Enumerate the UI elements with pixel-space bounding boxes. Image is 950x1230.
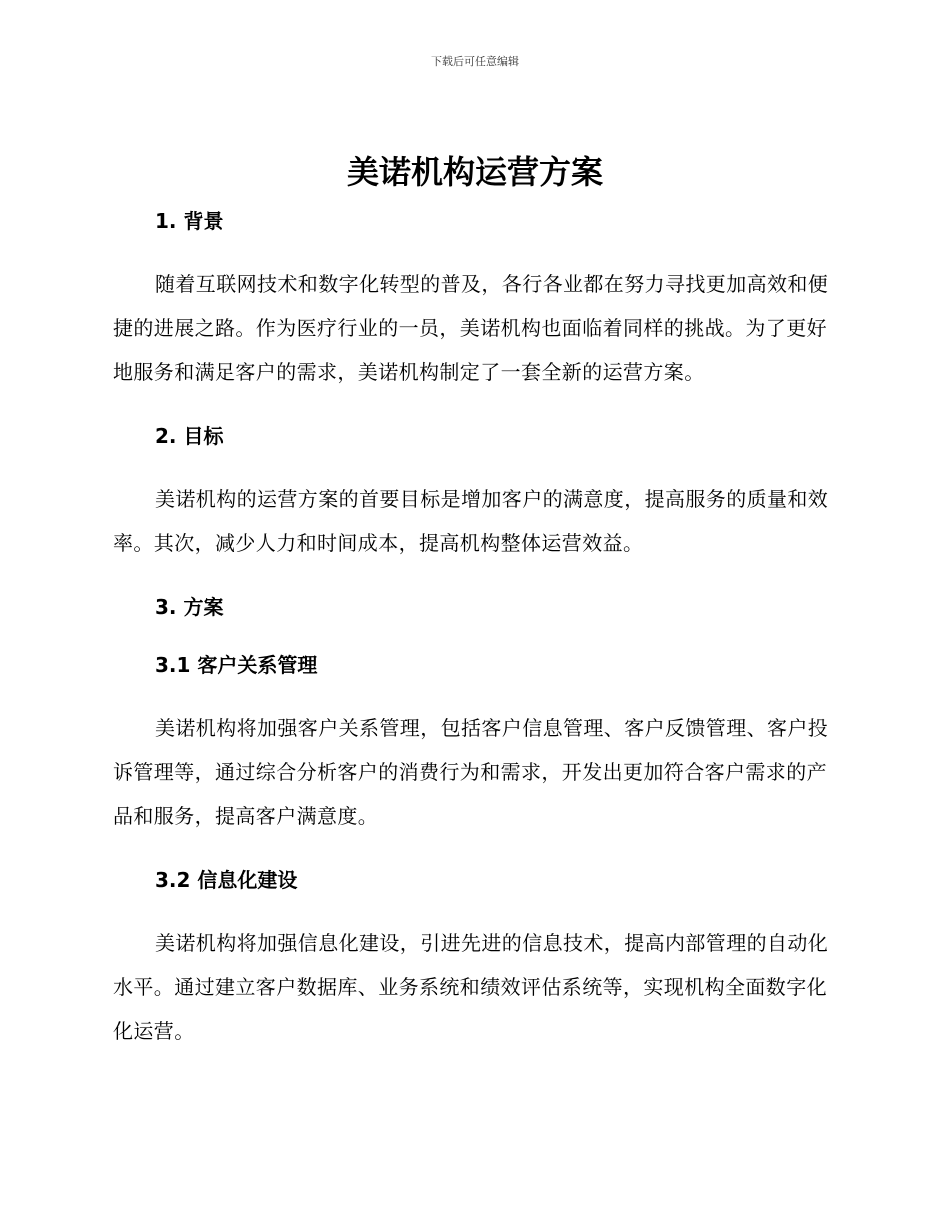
section-heading-goals: 2. 目标 [155, 424, 224, 448]
section-heading-crm: 3.1 客户关系管理 [155, 653, 318, 677]
section-paragraph-background: 随着互联网技术和数字化转型的普及，各行各业都在努力寻找更加高效和便捷的进展之路。作为医疗行业的一员，美诺机构也面临着同样的挑战。为了更好地服务和满足客户的需求，美诺机构制定了一套全新的运营方案。 [113, 272, 829, 384]
document-body [113, 204, 833, 1078]
document-title: 美诺机构运营方案 [346, 153, 603, 191]
section-heading-background: 1. 背景 [155, 209, 224, 233]
page-header-note: 下载后可任意编辑 [431, 55, 519, 68]
section-paragraph-crm: 美诺机构将加强客户关系管理，包括客户信息管理、客户反馈管理、客户投诉管理等，通过综合分析客户的消费行为和需求，开发出更加符合客户需求的产品和服务，提高客户满意度。 [113, 716, 829, 828]
section-heading-it-construction: 3.2 信息化建设 [155, 868, 298, 892]
section-heading-plan: 3. 方案 [155, 595, 224, 619]
section-paragraph-goals: 美诺机构的运营方案的首要目标是增加客户的满意度，提高服务的质量和效率。其次，减少人力和时间成本，提高机构整体运营效益。 [113, 487, 829, 555]
section-paragraph-it-construction: 美诺机构将加强信息化建设，引进先进的信息技术，提高内部管理的自动化水平。通过建立客户数据库、业务系统和绩效评估系统等，实现机构全面数字化化运营。 [113, 931, 829, 1043]
